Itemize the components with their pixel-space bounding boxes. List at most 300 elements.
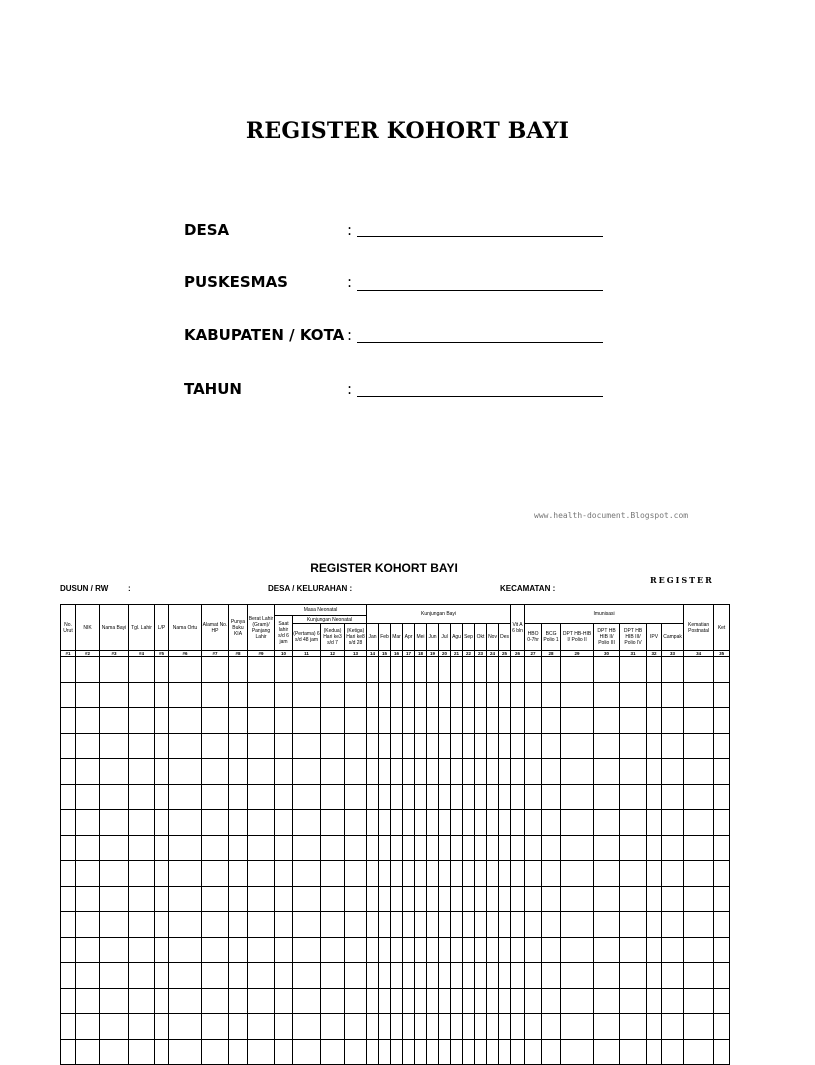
- table-cell[interactable]: [487, 937, 499, 963]
- table-cell[interactable]: [367, 733, 379, 759]
- table-cell[interactable]: [403, 657, 415, 683]
- table-cell[interactable]: [475, 759, 487, 785]
- table-cell[interactable]: [229, 988, 248, 1014]
- table-cell[interactable]: [275, 810, 293, 836]
- table-cell[interactable]: [594, 733, 620, 759]
- table-cell[interactable]: [463, 1039, 475, 1065]
- table-cell[interactable]: [76, 733, 100, 759]
- table-cell[interactable]: [511, 708, 525, 734]
- table-cell[interactable]: [594, 759, 620, 785]
- table-cell[interactable]: [684, 759, 714, 785]
- table-cell[interactable]: [76, 1014, 100, 1040]
- table-cell[interactable]: [345, 759, 367, 785]
- table-cell[interactable]: [293, 886, 321, 912]
- table-cell[interactable]: [129, 810, 155, 836]
- table-cell[interactable]: [321, 988, 345, 1014]
- table-cell[interactable]: [439, 682, 451, 708]
- table-cell[interactable]: [525, 682, 542, 708]
- table-cell[interactable]: [684, 1039, 714, 1065]
- table-cell[interactable]: [427, 759, 439, 785]
- table-cell[interactable]: [61, 886, 76, 912]
- table-cell[interactable]: [475, 733, 487, 759]
- table-cell[interactable]: [714, 963, 730, 989]
- table-cell[interactable]: [427, 886, 439, 912]
- table-cell[interactable]: [403, 784, 415, 810]
- table-cell[interactable]: [561, 708, 594, 734]
- table-cell[interactable]: [594, 988, 620, 1014]
- table-cell[interactable]: [684, 810, 714, 836]
- table-cell[interactable]: [475, 912, 487, 938]
- table-cell[interactable]: [714, 733, 730, 759]
- table-cell[interactable]: [379, 937, 391, 963]
- table-cell[interactable]: [202, 708, 229, 734]
- table-cell[interactable]: [427, 784, 439, 810]
- table-cell[interactable]: [129, 988, 155, 1014]
- table-cell[interactable]: [439, 708, 451, 734]
- table-cell[interactable]: [511, 886, 525, 912]
- table-cell[interactable]: [620, 937, 647, 963]
- table-cell[interactable]: [129, 708, 155, 734]
- table-cell[interactable]: [321, 963, 345, 989]
- table-cell[interactable]: [647, 784, 662, 810]
- table-cell[interactable]: [662, 733, 684, 759]
- table-cell[interactable]: [647, 657, 662, 683]
- table-cell[interactable]: [202, 1014, 229, 1040]
- table-cell[interactable]: [293, 657, 321, 683]
- table-cell[interactable]: [379, 708, 391, 734]
- table-cell[interactable]: [391, 1014, 403, 1040]
- table-cell[interactable]: [100, 937, 129, 963]
- table-cell[interactable]: [293, 861, 321, 887]
- table-cell[interactable]: [594, 886, 620, 912]
- table-cell[interactable]: [100, 912, 129, 938]
- table-cell[interactable]: [229, 682, 248, 708]
- table-cell[interactable]: [321, 657, 345, 683]
- table-cell[interactable]: [594, 682, 620, 708]
- table-cell[interactable]: [463, 733, 475, 759]
- table-cell[interactable]: [620, 886, 647, 912]
- table-cell[interactable]: [155, 708, 169, 734]
- table-cell[interactable]: [379, 810, 391, 836]
- table-cell[interactable]: [293, 810, 321, 836]
- table-cell[interactable]: [487, 912, 499, 938]
- table-cell[interactable]: [620, 912, 647, 938]
- table-cell[interactable]: [169, 988, 202, 1014]
- table-cell[interactable]: [293, 988, 321, 1014]
- table-cell[interactable]: [155, 886, 169, 912]
- table-cell[interactable]: [169, 835, 202, 861]
- table-cell[interactable]: [463, 784, 475, 810]
- table-cell[interactable]: [451, 886, 463, 912]
- table-cell[interactable]: [542, 657, 561, 683]
- table-cell[interactable]: [275, 937, 293, 963]
- table-cell[interactable]: [229, 733, 248, 759]
- table-cell[interactable]: [463, 937, 475, 963]
- table-cell[interactable]: [379, 963, 391, 989]
- table-cell[interactable]: [525, 759, 542, 785]
- table-cell[interactable]: [202, 759, 229, 785]
- table-cell[interactable]: [427, 912, 439, 938]
- table-cell[interactable]: [248, 835, 275, 861]
- table-cell[interactable]: [647, 1039, 662, 1065]
- table-cell[interactable]: [525, 708, 542, 734]
- table-cell[interactable]: [169, 912, 202, 938]
- table-cell[interactable]: [662, 657, 684, 683]
- table-cell[interactable]: [487, 733, 499, 759]
- fill-line-puskesmas[interactable]: [357, 290, 603, 291]
- table-cell[interactable]: [202, 1039, 229, 1065]
- table-cell[interactable]: [620, 810, 647, 836]
- table-cell[interactable]: [202, 861, 229, 887]
- table-cell[interactable]: [129, 759, 155, 785]
- table-cell[interactable]: [451, 861, 463, 887]
- table-cell[interactable]: [61, 733, 76, 759]
- table-cell[interactable]: [684, 1014, 714, 1040]
- table-cell[interactable]: [647, 886, 662, 912]
- table-cell[interactable]: [511, 1014, 525, 1040]
- table-cell[interactable]: [415, 988, 427, 1014]
- table-cell[interactable]: [684, 733, 714, 759]
- table-cell[interactable]: [403, 682, 415, 708]
- table-cell[interactable]: [511, 784, 525, 810]
- table-cell[interactable]: [439, 861, 451, 887]
- table-cell[interactable]: [647, 810, 662, 836]
- table-cell[interactable]: [542, 810, 561, 836]
- table-cell[interactable]: [169, 682, 202, 708]
- table-cell[interactable]: [275, 784, 293, 810]
- table-cell[interactable]: [662, 886, 684, 912]
- table-cell[interactable]: [403, 1014, 415, 1040]
- table-cell[interactable]: [202, 835, 229, 861]
- table-cell[interactable]: [345, 861, 367, 887]
- table-cell[interactable]: [463, 886, 475, 912]
- table-cell[interactable]: [61, 1039, 76, 1065]
- table-cell[interactable]: [684, 835, 714, 861]
- table-cell[interactable]: [714, 657, 730, 683]
- table-cell[interactable]: [403, 912, 415, 938]
- table-cell[interactable]: [499, 988, 511, 1014]
- table-cell[interactable]: [647, 988, 662, 1014]
- table-cell[interactable]: [525, 988, 542, 1014]
- table-cell[interactable]: [321, 861, 345, 887]
- table-cell[interactable]: [542, 886, 561, 912]
- table-cell[interactable]: [403, 988, 415, 1014]
- table-cell[interactable]: [367, 988, 379, 1014]
- table-cell[interactable]: [561, 835, 594, 861]
- table-cell[interactable]: [684, 912, 714, 938]
- table-cell[interactable]: [345, 912, 367, 938]
- table-cell[interactable]: [403, 1039, 415, 1065]
- table-cell[interactable]: [202, 657, 229, 683]
- table-cell[interactable]: [248, 810, 275, 836]
- table-cell[interactable]: [202, 810, 229, 836]
- table-cell[interactable]: [61, 861, 76, 887]
- table-cell[interactable]: [594, 835, 620, 861]
- table-cell[interactable]: [169, 1014, 202, 1040]
- table-cell[interactable]: [76, 835, 100, 861]
- table-cell[interactable]: [620, 1039, 647, 1065]
- table-cell[interactable]: [511, 759, 525, 785]
- table-cell[interactable]: [475, 835, 487, 861]
- table-cell[interactable]: [229, 1039, 248, 1065]
- table-cell[interactable]: [202, 784, 229, 810]
- table-cell[interactable]: [76, 1039, 100, 1065]
- table-cell[interactable]: [525, 810, 542, 836]
- fill-line-desa[interactable]: [357, 236, 603, 237]
- table-cell[interactable]: [451, 733, 463, 759]
- table-cell[interactable]: [345, 657, 367, 683]
- table-cell[interactable]: [155, 759, 169, 785]
- table-cell[interactable]: [345, 810, 367, 836]
- table-cell[interactable]: [561, 810, 594, 836]
- table-cell[interactable]: [463, 861, 475, 887]
- table-cell[interactable]: [61, 784, 76, 810]
- table-cell[interactable]: [487, 861, 499, 887]
- table-cell[interactable]: [499, 784, 511, 810]
- table-cell[interactable]: [169, 1039, 202, 1065]
- table-cell[interactable]: [463, 835, 475, 861]
- table-cell[interactable]: [714, 810, 730, 836]
- table-cell[interactable]: [620, 733, 647, 759]
- table-cell[interactable]: [379, 784, 391, 810]
- table-cell[interactable]: [714, 886, 730, 912]
- table-cell[interactable]: [248, 759, 275, 785]
- table-cell[interactable]: [229, 657, 248, 683]
- table-cell[interactable]: [275, 835, 293, 861]
- table-cell[interactable]: [463, 963, 475, 989]
- table-cell[interactable]: [229, 810, 248, 836]
- table-cell[interactable]: [155, 682, 169, 708]
- table-cell[interactable]: [345, 835, 367, 861]
- table-cell[interactable]: [391, 708, 403, 734]
- table-cell[interactable]: [321, 1014, 345, 1040]
- table-cell[interactable]: [525, 1014, 542, 1040]
- table-cell[interactable]: [542, 682, 561, 708]
- table-cell[interactable]: [415, 835, 427, 861]
- table-cell[interactable]: [61, 657, 76, 683]
- table-cell[interactable]: [76, 963, 100, 989]
- table-cell[interactable]: [439, 657, 451, 683]
- table-cell[interactable]: [594, 657, 620, 683]
- table-cell[interactable]: [475, 784, 487, 810]
- table-cell[interactable]: [594, 784, 620, 810]
- table-cell[interactable]: [647, 733, 662, 759]
- table-cell[interactable]: [499, 963, 511, 989]
- table-cell[interactable]: [525, 963, 542, 989]
- table-cell[interactable]: [451, 759, 463, 785]
- table-cell[interactable]: [248, 912, 275, 938]
- table-cell[interactable]: [594, 1014, 620, 1040]
- table-cell[interactable]: [155, 861, 169, 887]
- table-cell[interactable]: [594, 810, 620, 836]
- table-cell[interactable]: [202, 912, 229, 938]
- table-cell[interactable]: [451, 708, 463, 734]
- table-cell[interactable]: [439, 810, 451, 836]
- table-cell[interactable]: [684, 784, 714, 810]
- table-cell[interactable]: [542, 708, 561, 734]
- table-cell[interactable]: [169, 810, 202, 836]
- table-cell[interactable]: [475, 682, 487, 708]
- table-cell[interactable]: [684, 657, 714, 683]
- table-cell[interactable]: [451, 1014, 463, 1040]
- table-cell[interactable]: [684, 963, 714, 989]
- table-cell[interactable]: [391, 733, 403, 759]
- table-cell[interactable]: [427, 657, 439, 683]
- table-cell[interactable]: [714, 1014, 730, 1040]
- table-cell[interactable]: [275, 861, 293, 887]
- table-cell[interactable]: [367, 810, 379, 836]
- table-cell[interactable]: [229, 784, 248, 810]
- table-cell[interactable]: [684, 937, 714, 963]
- table-cell[interactable]: [169, 733, 202, 759]
- table-cell[interactable]: [61, 810, 76, 836]
- table-cell[interactable]: [714, 784, 730, 810]
- fill-line-kabupaten-kota[interactable]: [357, 342, 603, 343]
- table-cell[interactable]: [620, 988, 647, 1014]
- table-cell[interactable]: [463, 810, 475, 836]
- table-cell[interactable]: [415, 682, 427, 708]
- table-cell[interactable]: [275, 733, 293, 759]
- table-cell[interactable]: [100, 733, 129, 759]
- table-cell[interactable]: [647, 963, 662, 989]
- table-cell[interactable]: [475, 861, 487, 887]
- table-cell[interactable]: [451, 937, 463, 963]
- table-cell[interactable]: [403, 810, 415, 836]
- table-cell[interactable]: [561, 937, 594, 963]
- table-cell[interactable]: [248, 861, 275, 887]
- table-cell[interactable]: [427, 835, 439, 861]
- table-cell[interactable]: [391, 810, 403, 836]
- table-cell[interactable]: [511, 988, 525, 1014]
- table-cell[interactable]: [475, 963, 487, 989]
- table-cell[interactable]: [647, 759, 662, 785]
- table-cell[interactable]: [415, 937, 427, 963]
- table-cell[interactable]: [61, 912, 76, 938]
- table-cell[interactable]: [647, 708, 662, 734]
- table-cell[interactable]: [439, 988, 451, 1014]
- table-cell[interactable]: [61, 937, 76, 963]
- table-cell[interactable]: [155, 912, 169, 938]
- table-cell[interactable]: [100, 963, 129, 989]
- table-cell[interactable]: [561, 912, 594, 938]
- table-cell[interactable]: [662, 937, 684, 963]
- table-cell[interactable]: [129, 1039, 155, 1065]
- table-cell[interactable]: [379, 733, 391, 759]
- table-cell[interactable]: [202, 937, 229, 963]
- table-cell[interactable]: [525, 937, 542, 963]
- table-cell[interactable]: [248, 886, 275, 912]
- table-cell[interactable]: [293, 912, 321, 938]
- table-cell[interactable]: [248, 784, 275, 810]
- table-cell[interactable]: [345, 963, 367, 989]
- table-cell[interactable]: [367, 682, 379, 708]
- table-cell[interactable]: [487, 988, 499, 1014]
- table-cell[interactable]: [487, 886, 499, 912]
- table-cell[interactable]: [248, 963, 275, 989]
- table-cell[interactable]: [415, 733, 427, 759]
- table-cell[interactable]: [684, 988, 714, 1014]
- table-cell[interactable]: [76, 912, 100, 938]
- table-cell[interactable]: [647, 1014, 662, 1040]
- table-cell[interactable]: [499, 682, 511, 708]
- table-cell[interactable]: [229, 708, 248, 734]
- table-cell[interactable]: [439, 759, 451, 785]
- table-cell[interactable]: [662, 835, 684, 861]
- table-cell[interactable]: [427, 937, 439, 963]
- table-cell[interactable]: [542, 784, 561, 810]
- table-cell[interactable]: [662, 708, 684, 734]
- table-cell[interactable]: [511, 810, 525, 836]
- table-cell[interactable]: [475, 886, 487, 912]
- table-cell[interactable]: [525, 1039, 542, 1065]
- table-cell[interactable]: [542, 733, 561, 759]
- table-cell[interactable]: [155, 784, 169, 810]
- table-cell[interactable]: [475, 657, 487, 683]
- table-cell[interactable]: [345, 1039, 367, 1065]
- table-cell[interactable]: [391, 835, 403, 861]
- table-cell[interactable]: [367, 963, 379, 989]
- table-cell[interactable]: [293, 682, 321, 708]
- table-cell[interactable]: [439, 733, 451, 759]
- table-cell[interactable]: [620, 1014, 647, 1040]
- table-cell[interactable]: [293, 937, 321, 963]
- table-cell[interactable]: [391, 861, 403, 887]
- table-cell[interactable]: [647, 861, 662, 887]
- table-cell[interactable]: [202, 682, 229, 708]
- table-cell[interactable]: [594, 912, 620, 938]
- table-cell[interactable]: [561, 784, 594, 810]
- table-cell[interactable]: [229, 886, 248, 912]
- table-cell[interactable]: [561, 733, 594, 759]
- table-cell[interactable]: [415, 861, 427, 887]
- table-cell[interactable]: [248, 1014, 275, 1040]
- table-cell[interactable]: [61, 682, 76, 708]
- table-cell[interactable]: [76, 886, 100, 912]
- table-cell[interactable]: [129, 657, 155, 683]
- table-cell[interactable]: [321, 937, 345, 963]
- table-cell[interactable]: [511, 912, 525, 938]
- table-cell[interactable]: [391, 682, 403, 708]
- table-cell[interactable]: [76, 810, 100, 836]
- table-cell[interactable]: [275, 886, 293, 912]
- table-cell[interactable]: [475, 1039, 487, 1065]
- table-cell[interactable]: [684, 708, 714, 734]
- fill-line-tahun[interactable]: [357, 396, 603, 397]
- table-cell[interactable]: [155, 963, 169, 989]
- table-cell[interactable]: [321, 708, 345, 734]
- table-cell[interactable]: [100, 759, 129, 785]
- table-cell[interactable]: [475, 1014, 487, 1040]
- table-cell[interactable]: [499, 733, 511, 759]
- table-cell[interactable]: [620, 861, 647, 887]
- table-cell[interactable]: [415, 784, 427, 810]
- table-cell[interactable]: [169, 759, 202, 785]
- table-cell[interactable]: [293, 733, 321, 759]
- table-cell[interactable]: [76, 657, 100, 683]
- table-cell[interactable]: [451, 810, 463, 836]
- table-cell[interactable]: [403, 835, 415, 861]
- table-cell[interactable]: [463, 912, 475, 938]
- table-cell[interactable]: [321, 733, 345, 759]
- table-cell[interactable]: [451, 784, 463, 810]
- table-cell[interactable]: [451, 1039, 463, 1065]
- table-cell[interactable]: [511, 682, 525, 708]
- table-cell[interactable]: [275, 963, 293, 989]
- table-cell[interactable]: [561, 1039, 594, 1065]
- table-cell[interactable]: [229, 1014, 248, 1040]
- table-cell[interactable]: [439, 912, 451, 938]
- table-cell[interactable]: [321, 810, 345, 836]
